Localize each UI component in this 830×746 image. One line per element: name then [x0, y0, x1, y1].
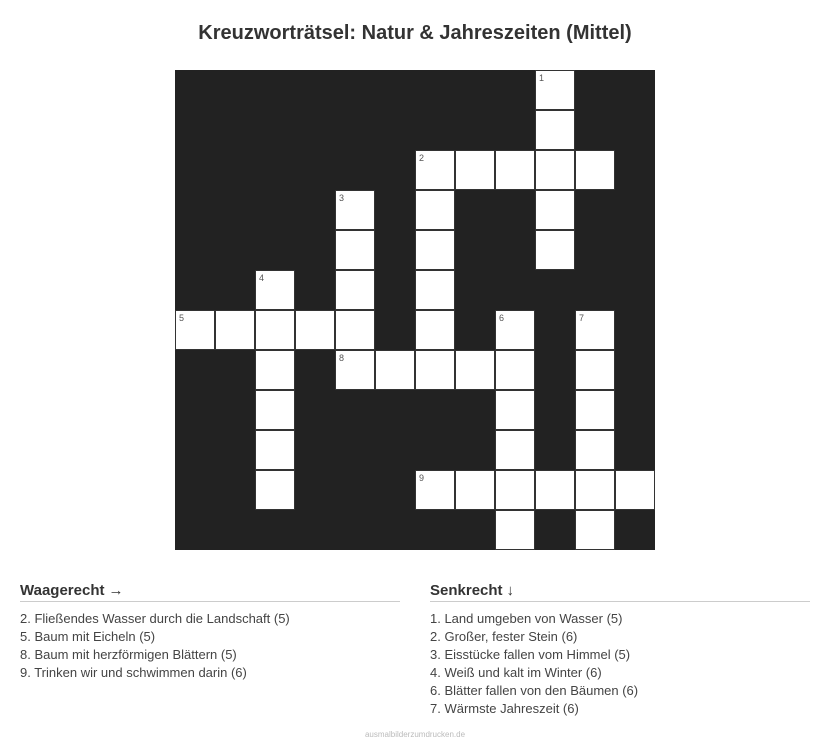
- crossword-cell[interactable]: [535, 190, 575, 230]
- crossword-cell[interactable]: [535, 150, 575, 190]
- crossword-cell[interactable]: [575, 430, 615, 470]
- crossword-cell[interactable]: [455, 150, 495, 190]
- crossword-cell[interactable]: [255, 390, 295, 430]
- crossword-cell[interactable]: [535, 110, 575, 150]
- crossword-cell[interactable]: [255, 310, 295, 350]
- clue-number: 8: [339, 353, 345, 363]
- down-clue: 1. Land umgeben von Wasser (5): [430, 611, 623, 626]
- crossword-cell[interactable]: [535, 230, 575, 270]
- clue-number: 5: [179, 313, 185, 323]
- crossword-cell[interactable]: [575, 150, 615, 190]
- crossword-cell[interactable]: [575, 310, 615, 350]
- down-clues-panel: [430, 582, 810, 718]
- crossword-cell[interactable]: [535, 470, 575, 510]
- crossword-cell[interactable]: [215, 310, 255, 350]
- crossword-cell[interactable]: [415, 190, 455, 230]
- crossword-cell[interactable]: [335, 190, 375, 230]
- crossword-cell[interactable]: [495, 430, 535, 470]
- clue-number: 7: [579, 313, 585, 323]
- crossword-cell[interactable]: [495, 390, 535, 430]
- down-clue: 3. Eisstücke fallen vom Himmel (5): [430, 647, 631, 662]
- crossword-cell[interactable]: [495, 350, 535, 390]
- crossword-cell[interactable]: [335, 270, 375, 310]
- crossword-cell[interactable]: [415, 470, 455, 510]
- down-clue: 4. Weiß und kalt im Winter (6): [430, 665, 602, 680]
- clue-number: 4: [259, 273, 265, 283]
- clue-number: 2: [419, 153, 425, 163]
- crossword-cell[interactable]: [255, 470, 295, 510]
- crossword-cell[interactable]: [255, 350, 295, 390]
- down-clue: 2. Großer, fester Stein (6): [430, 629, 578, 644]
- crossword-cell[interactable]: [335, 310, 375, 350]
- crossword-cell[interactable]: [495, 150, 535, 190]
- crossword-cell[interactable]: [255, 430, 295, 470]
- crossword-cell[interactable]: [615, 470, 655, 510]
- crossword-cell[interactable]: [455, 350, 495, 390]
- across-clues-panel: [20, 582, 400, 682]
- crossword-cell[interactable]: [415, 230, 455, 270]
- crossword-cell[interactable]: [455, 470, 495, 510]
- crossword-cell[interactable]: [495, 310, 535, 350]
- crossword-cell[interactable]: [375, 350, 415, 390]
- crossword-cell[interactable]: [535, 70, 575, 110]
- right-arrow-icon: →: [108, 582, 124, 599]
- crossword-cell[interactable]: [575, 510, 615, 550]
- across-clue: 5. Baum mit Eicheln (5): [20, 629, 156, 644]
- across-clue: 9. Trinken wir und schwimmen darin (6): [20, 665, 247, 680]
- down-clue: 7. Wärmste Jahreszeit (6): [430, 701, 579, 716]
- clue-number: 9: [419, 473, 425, 483]
- down-heading: [430, 582, 810, 602]
- across-heading: [20, 582, 400, 602]
- across-heading-label: Waagerecht: [20, 582, 105, 599]
- crossword-cell[interactable]: [415, 270, 455, 310]
- puzzle-title: Kreuzworträtsel: Natur & Jahreszeiten (Mittel): [198, 22, 632, 44]
- crossword-cell[interactable]: [415, 350, 455, 390]
- down-heading-label: Senkrecht: [430, 582, 503, 599]
- crossword-cell[interactable]: [495, 510, 535, 550]
- crossword-cell[interactable]: [495, 470, 535, 510]
- crossword-cell[interactable]: [255, 270, 295, 310]
- clue-number: 3: [339, 193, 345, 203]
- clue-number: 1: [539, 73, 545, 83]
- crossword-cell[interactable]: [175, 310, 215, 350]
- crossword-cell[interactable]: [295, 310, 335, 350]
- crossword-cell[interactable]: [415, 310, 455, 350]
- across-clue: 8. Baum mit herzförmigen Blättern (5): [20, 647, 237, 662]
- across-clue: 2. Fließendes Wasser durch die Landschaft (5): [20, 611, 290, 626]
- crossword-cell[interactable]: [335, 230, 375, 270]
- down-arrow-icon: ↓: [506, 582, 515, 599]
- clue-number: 6: [499, 313, 505, 323]
- crossword-cell[interactable]: [415, 150, 455, 190]
- down-clue: 6. Blätter fallen von den Bäumen (6): [430, 683, 639, 698]
- crossword-cell[interactable]: [575, 470, 615, 510]
- crossword-cell[interactable]: [575, 390, 615, 430]
- crossword-cell[interactable]: [575, 350, 615, 390]
- crossword-cell[interactable]: [335, 350, 375, 390]
- crossword-grid: [175, 70, 655, 550]
- footer-credit: ausmalbilderzumdrucken.de: [364, 730, 466, 739]
